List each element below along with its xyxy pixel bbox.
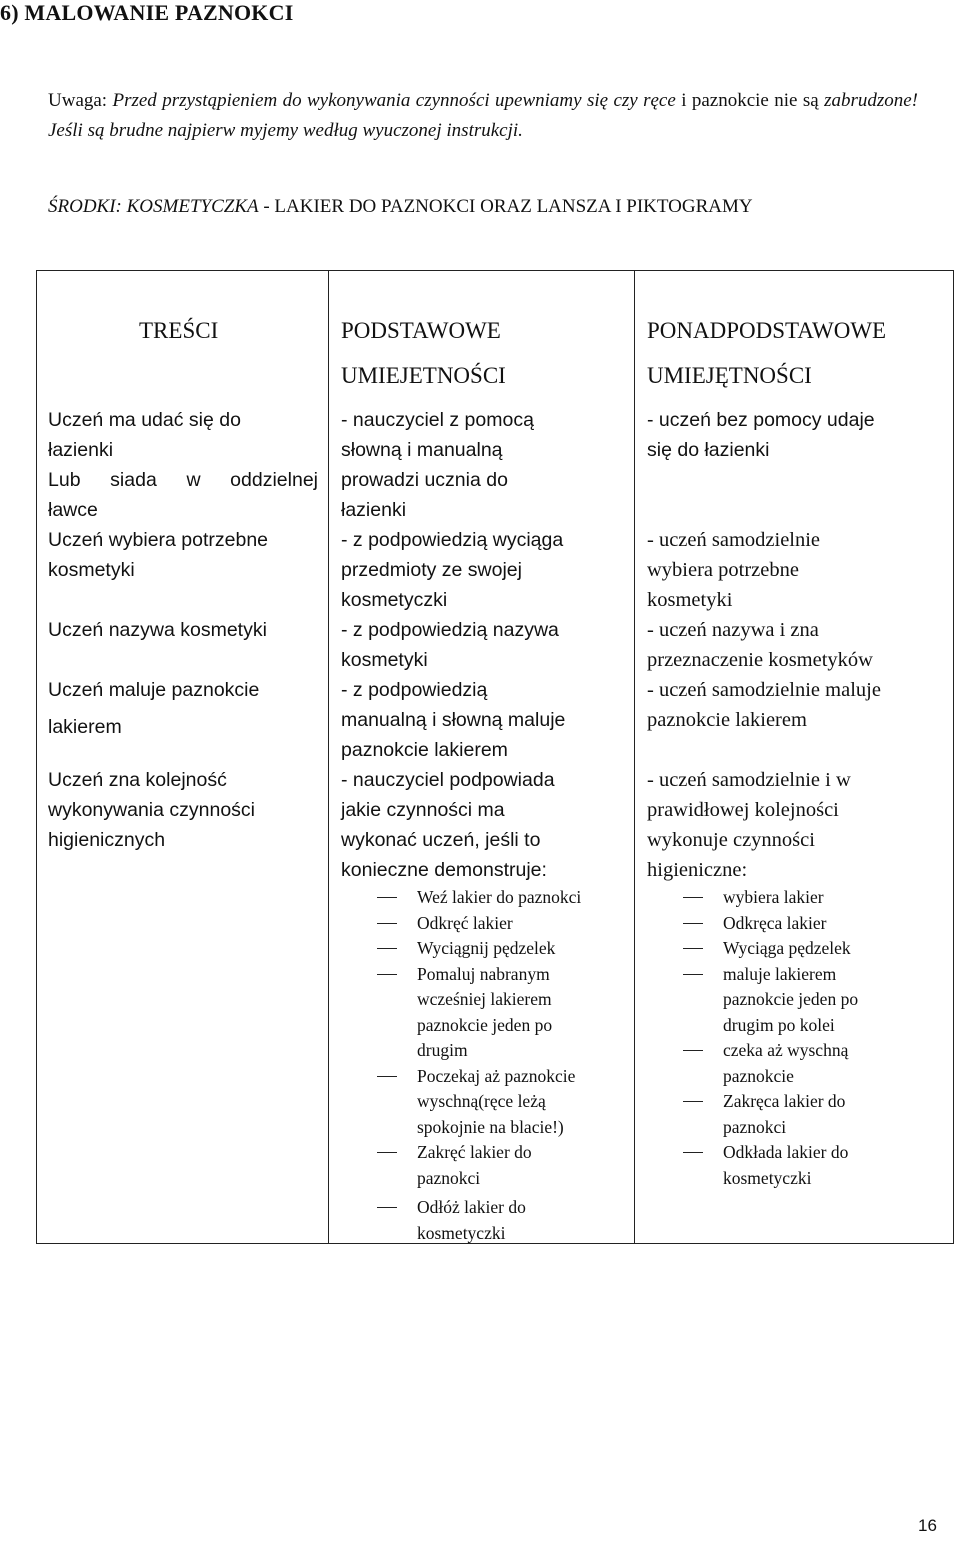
cell-line: paznokcie lakierem [647, 709, 807, 731]
note-plain: i paznokcie nie są [681, 90, 819, 111]
cell-line: Lub siada w oddzielnej [48, 469, 318, 491]
step-line: Pomaluj nabranym [417, 963, 550, 984]
cell-line: lakierem [48, 716, 122, 738]
dash-bullet [683, 948, 703, 949]
materials-label: ŚRODKI: KOSMETYCZKA [48, 196, 259, 217]
column-divider [328, 271, 329, 1243]
basic-skill-cell [341, 615, 559, 675]
advanced-skill-cell [647, 615, 873, 675]
cell-line: wykonać uczeń, jeśli to [341, 829, 541, 851]
dash-bullet [377, 1207, 397, 1208]
step-item [683, 911, 933, 937]
basic-skill-cell [341, 765, 555, 885]
dash-bullet [683, 974, 703, 975]
advanced-skill-cell [647, 765, 851, 885]
dash-bullet [683, 1050, 703, 1051]
step-item [683, 936, 933, 962]
header-podstawowe-line2: UMIEJETNOŚCI [341, 363, 506, 388]
cell-line: prowadzi ucznia do [341, 469, 508, 491]
dash-bullet [377, 1152, 397, 1153]
dash-bullet [377, 897, 397, 898]
step-line: czeka aż wyschną [723, 1040, 849, 1060]
cell-line: przeznaczenie kosmetyków [647, 649, 873, 671]
cell-line: higieniczne: [647, 859, 748, 881]
cell-line: manualną i słowną maluje [341, 709, 566, 731]
cell-line: jakie czynności ma [341, 799, 505, 821]
cell-line: przedmioty ze swojej [341, 559, 522, 581]
step-line: Odkręca lakier [723, 912, 827, 933]
cell-line: wykonuje czynności [647, 829, 815, 851]
step-item [683, 1140, 933, 1191]
step-line: paznokcie jeden po [417, 1014, 553, 1035]
advanced-skill-cell [647, 525, 820, 615]
cell-line: się do łazienki [647, 439, 770, 461]
header-ponad-line2: UMIEJĘTNOŚCI [647, 363, 812, 388]
basic-skill-cell [341, 675, 565, 765]
content-cell [48, 675, 259, 749]
step-line: paznokci [723, 1116, 787, 1137]
cell-line: wykonywania czynności [48, 799, 256, 821]
step-item [377, 1195, 627, 1246]
step-item [377, 1140, 627, 1191]
step-line: Wyciąga pędzelek [723, 938, 851, 958]
step-item [377, 1064, 627, 1141]
step-item [683, 885, 933, 911]
cell-line: - z podpowiedzią [341, 679, 488, 701]
note-italic-1: Przed przystąpieniem do wykonywania czynności upewniamy się czy ręce [112, 90, 676, 111]
dash-bullet [377, 923, 397, 924]
step-line: Zakręca lakier do [723, 1091, 846, 1111]
cell-line: - z podpowiedzią nazywa [341, 619, 559, 641]
content-cell [48, 405, 318, 525]
basic-skill-cell [341, 405, 534, 525]
header-ponad-line1: PONADPODSTAWOWE [647, 318, 887, 343]
note-italic-2: zabrudzone! Jeśli są brudne najpierw myjemy według wyuczonej instrukcji. [48, 90, 919, 141]
note-paragraph [48, 86, 918, 146]
step-line: Odkręć lakier [417, 912, 513, 933]
cell-line: - uczeń samodzielnie [647, 529, 821, 551]
step-line: wybiera lakier [723, 887, 824, 907]
step-line: paznokci [417, 1167, 481, 1188]
materials-line [48, 196, 753, 218]
step-line: paznokcie [723, 1065, 794, 1086]
cell-line: kosmetyki [48, 559, 135, 581]
step-item [377, 885, 627, 911]
advanced-skill-cell [647, 675, 881, 735]
step-item [377, 936, 627, 962]
cell-line: prawidłowej kolejności [647, 799, 839, 821]
cell-line: Uczeń wybiera potrzebne [48, 529, 269, 551]
header-podstawowe-line1: PODSTAWOWE [341, 318, 501, 343]
dash-bullet [683, 1101, 703, 1102]
header-podstawowe [341, 308, 506, 398]
cell-line: kosmetyczki [341, 589, 448, 611]
header-ponadpodstawowe [647, 308, 886, 398]
cell-line: konieczne demonstruje: [341, 859, 547, 881]
cell-line: paznokcie lakierem [341, 739, 508, 761]
step-item [377, 962, 627, 1064]
cell-line: wybiera potrzebne [647, 559, 799, 581]
cell-line: ławce [48, 499, 98, 521]
note-label: Uwaga: [48, 90, 108, 111]
cell-line: - nauczyciel z pomocą [341, 409, 534, 431]
step-line: paznokcie jeden po [723, 989, 859, 1009]
advanced-skill-cell [647, 405, 875, 465]
step-line: drugim po kolei [723, 1014, 835, 1035]
materials-text: - LAKIER DO PAZNOKCI ORAZ LANSZA I PIKTOGRAMY [263, 196, 753, 217]
step-line: kosmetyczki [723, 1167, 812, 1188]
cell-line: łazienki [48, 439, 114, 461]
cell-line: Uczeń zna kolejność [48, 769, 227, 791]
header-tresci: TREŚCI [139, 318, 219, 343]
cell-line: - uczeń bez pomocy udaje [647, 409, 875, 431]
content-cell [48, 525, 268, 585]
step-line: drugim [417, 1040, 468, 1060]
cell-line: Uczeń nazywa kosmetyki [48, 619, 267, 641]
step-line: Poczekaj aż paznokcie [417, 1065, 576, 1086]
step-line: Zakręć lakier do [417, 1142, 532, 1162]
cell-line: - uczeń samodzielnie i w [647, 769, 851, 791]
step-line: maluje lakierem [723, 963, 837, 984]
step-item [683, 1089, 933, 1140]
step-item [377, 911, 627, 937]
step-item [683, 962, 933, 1039]
step-line: spokojnie na blacie!) [417, 1116, 564, 1137]
step-line: Weź lakier do paznokci [417, 887, 582, 907]
column-divider [634, 271, 635, 1243]
cell-line: higienicznych [48, 829, 166, 851]
step-line: wyschną(ręce leżą [417, 1091, 546, 1111]
page-number: 16 [918, 1516, 937, 1535]
cell-line: - z podpowiedzią wyciąga [341, 529, 564, 551]
dash-bullet [683, 1152, 703, 1153]
page-heading: 6) MALOWANIE PAZNOKCI [0, 0, 294, 25]
step-line: Odkłada lakier do [723, 1142, 849, 1162]
advanced-steps-list [683, 885, 933, 1191]
basic-skill-cell [341, 525, 563, 615]
cell-line: kosmetyki [647, 589, 733, 611]
cell-line: - uczeń nazywa i zna [647, 619, 819, 641]
step-line: Odłóż lakier do [417, 1197, 526, 1217]
dash-bullet [377, 974, 397, 975]
skills-table [36, 270, 954, 1244]
step-line: kosmetyczki [417, 1222, 506, 1243]
step-line: wcześniej lakierem [417, 989, 552, 1009]
dash-bullet [377, 1076, 397, 1077]
cell-line: - nauczyciel podpowiada [341, 769, 555, 791]
content-cell [48, 615, 267, 645]
step-line: Wyciągnij pędzelek [417, 938, 556, 958]
cell-line: Uczeń maluje paznokcie [48, 679, 260, 701]
basic-steps-list [377, 885, 627, 1246]
cell-line: kosmetyki [341, 649, 428, 671]
dash-bullet [683, 923, 703, 924]
cell-line: Uczeń ma udać się do [48, 409, 241, 431]
cell-line: - uczeń samodzielnie maluje [647, 679, 881, 701]
cell-line: łazienki [341, 499, 407, 521]
step-item [683, 1038, 933, 1089]
dash-bullet [683, 897, 703, 898]
cell-line: słowną i manualną [341, 439, 503, 461]
dash-bullet [377, 948, 397, 949]
content-cell [48, 765, 255, 855]
